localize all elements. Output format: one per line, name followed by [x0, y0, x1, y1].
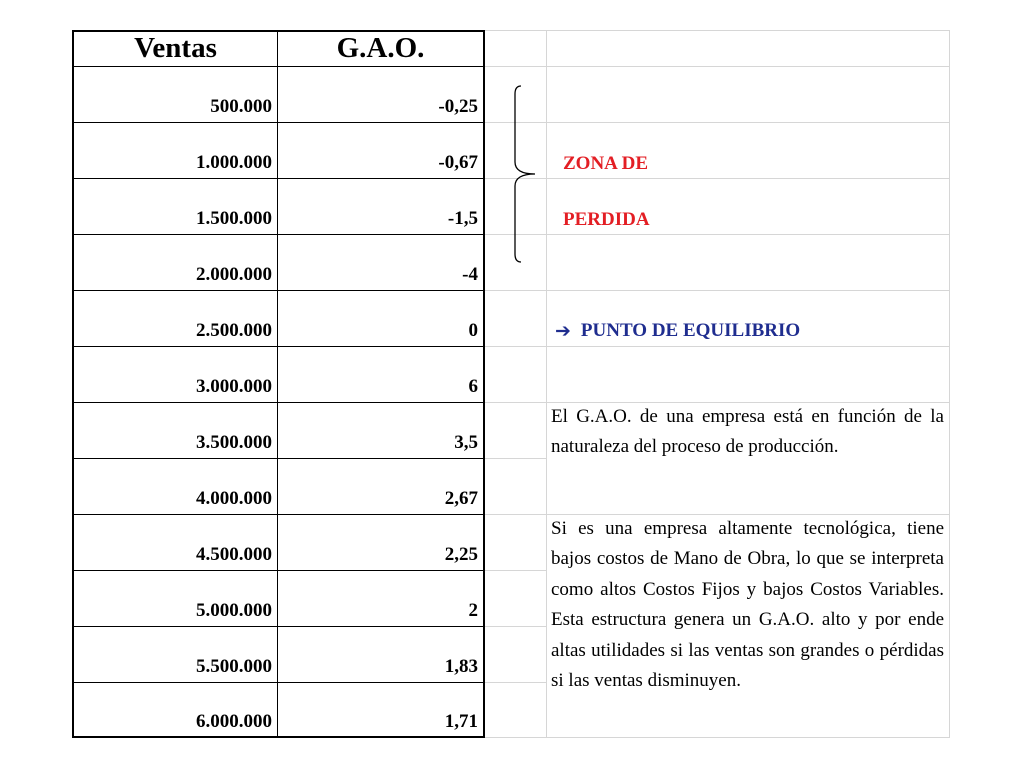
zona-label-line1: ZONA DE: [563, 153, 648, 174]
ventas-cell: 2.000.000: [196, 264, 272, 285]
gao-cell: 3,5: [454, 432, 478, 453]
ventas-cell: 5.500.000: [196, 656, 272, 677]
header-ventas: Ventas: [134, 31, 217, 64]
ventas-cell: 6.000.000: [196, 711, 272, 732]
gao-cell: 6: [468, 376, 478, 397]
paragraph-gao-explanation: Si es una empresa altamente tecnológica, tiene bajos costos de Mano de Obra, lo que se interpreta como altos Costos Fijos y bajos Costos Variables. Esta estructura genera un G.A.O. alto y por ende altas utilidades si las ventas son grandes o pérdidas si las ventas disminuyen.: [551, 518, 944, 692]
curly-brace-icon: [505, 84, 545, 264]
gao-cell: -4: [462, 264, 478, 285]
header-gao: G.A.O.: [336, 31, 425, 64]
gao-cell: 2,67: [444, 488, 478, 509]
gao-cell: 1,71: [444, 711, 478, 732]
punto-equilibrio: [555, 319, 800, 343]
ventas-cell: 5.000.000: [196, 600, 272, 621]
ventas-cell: 1.000.000: [196, 152, 272, 173]
ventas-cell: 4.000.000: [196, 488, 272, 509]
zona-label-line2: PERDIDA: [563, 209, 650, 230]
gao-cell: -0,67: [438, 152, 478, 173]
ventas-cell: 500.000: [210, 96, 272, 117]
paragraph-gao-definition: El G.A.O. de una empresa está en función de la naturaleza del proceso de producción.: [551, 406, 944, 458]
ventas-cell: 4.500.000: [196, 544, 272, 565]
ventas-cell: 3.000.000: [196, 376, 272, 397]
arrow-right-icon: ➔: [555, 320, 571, 342]
ventas-cell: 3.500.000: [196, 432, 272, 453]
ventas-cell: 1.500.000: [196, 208, 272, 229]
ventas-cell: 2.500.000: [196, 320, 272, 341]
punto-equilibrio-label: PUNTO DE EQUILIBRIO: [580, 320, 801, 341]
gao-cell: 0: [468, 320, 478, 341]
gao-cell: 2: [468, 600, 478, 621]
gao-cell: -1,5: [447, 208, 478, 229]
gao-cell: 1,83: [444, 656, 478, 677]
gao-cell: -0,25: [438, 96, 478, 117]
gao-cell: 2,25: [444, 544, 478, 565]
